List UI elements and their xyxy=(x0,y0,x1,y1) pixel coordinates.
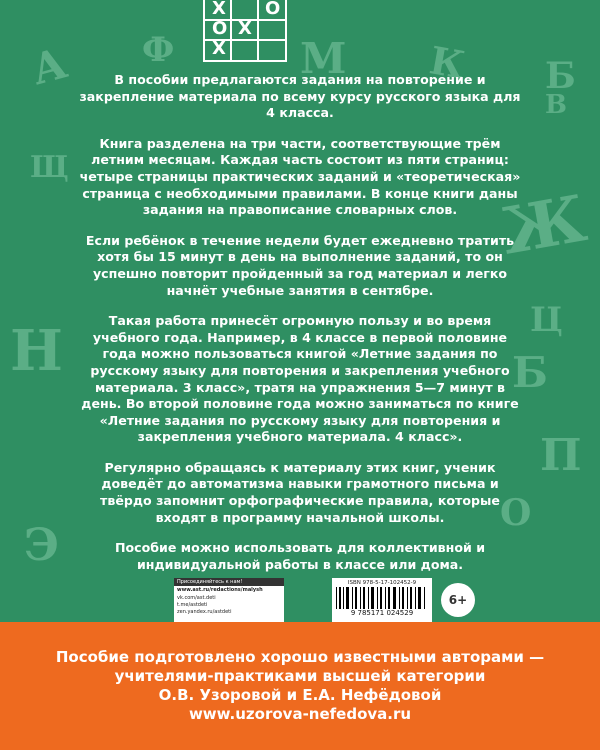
decorative-letter: П xyxy=(540,430,582,481)
paragraph: Такая работа принесёт огромную пользу и во время учебного года. Например, в 4 классе в первой половине года можно пользоваться книгой «Летние задания по русскому языку для повторения и закрепления учебного материала. 3 класс», тратя на упражнения 5—7 минут в день. Во второй половине года можно заниматься по книге «Летние задания по русскому языку для повторения и закрепления учебного материала. 4 класс». xyxy=(81,313,519,445)
grid-mark: Х xyxy=(212,38,226,59)
grid-mark: О xyxy=(265,0,281,19)
decorative-letter: Ф xyxy=(142,30,175,70)
grid-mark: Х xyxy=(212,0,226,19)
website-link[interactable]: www.uzorova-nefedova.ru xyxy=(188,705,412,723)
promo-line: О.В. Узоровой и Е.А. Нефёдовой xyxy=(158,686,442,704)
promo-line: учителями-практиками высшей категории xyxy=(114,667,486,685)
social-link[interactable]: zen.yandex.ru/astdeti xyxy=(177,609,232,615)
social-url: www.ast.ru/redactions/malysh xyxy=(177,587,263,593)
grid-mark: Х xyxy=(238,18,252,39)
paragraph: Если ребёнок в течение недели будет ежедневно тратить хотя бы 15 минут в день на выполнение заданий, то он успешно повторит пройденный за год материал и легко начнёт учебные занятия в сентябре. xyxy=(85,232,515,298)
grid-mark: О xyxy=(212,18,228,39)
social-box xyxy=(174,578,284,622)
decorative-letter: В xyxy=(545,90,567,120)
promo-line: Пособие подготовлено хорошо известными авторами — xyxy=(55,648,545,666)
barcode-block xyxy=(332,578,432,622)
decorative-letter: Н xyxy=(10,318,63,384)
barcode-icon xyxy=(334,587,430,609)
social-link[interactable]: t.me/astdeti xyxy=(177,602,208,608)
decorative-letter: Э xyxy=(24,520,59,571)
decorative-letter: К xyxy=(426,37,469,88)
paragraph: Книга разделена на три части, соответствующие трём летним месяцам. Каждая часть состоит из пяти страниц: четыре страницы практических заданий и «теоретическая» страница с необходимыми правилами. В конце книги даны задания на правописание словарных слов. xyxy=(79,135,521,218)
tic-tac-toe-grid xyxy=(203,0,287,62)
social-link[interactable]: vk.com/ast.deti xyxy=(177,595,216,601)
decorative-letter: О xyxy=(500,492,532,534)
social-title: Присоединяйтесь к нам! xyxy=(174,578,284,586)
decorative-letter: Б xyxy=(545,55,576,97)
decorative-letter: Ц xyxy=(530,300,563,340)
paragraph: Регулярно обращаясь к материалу этих книг, ученик доведёт до автоматизма навыки грамотного письма и твёрдо запомнит орфографические правила, которые входят в программу начальной школы. xyxy=(100,459,500,525)
barcode-number: 9 785171 024529 xyxy=(350,609,414,617)
paragraph: Пособие можно использовать для коллективной и индивидуальной работы в классе или дома. xyxy=(114,540,486,572)
decorative-letter: Б xyxy=(512,348,548,397)
decorative-letter: Ж xyxy=(496,181,592,270)
authors-promo xyxy=(0,648,600,724)
paragraph: В пособии предлагаются задания на повторение и закрепление материала по всему курсу русского языка для 4 класса. xyxy=(79,72,521,121)
description-text xyxy=(76,72,524,587)
decorative-letter: Щ xyxy=(30,150,69,185)
isbn-text: ISBN 978-5-17-102452-9 xyxy=(347,580,417,586)
decorative-letter: А xyxy=(26,38,72,95)
decorative-letter: М xyxy=(300,34,347,83)
age-rating-badge: 6+ xyxy=(441,583,475,617)
